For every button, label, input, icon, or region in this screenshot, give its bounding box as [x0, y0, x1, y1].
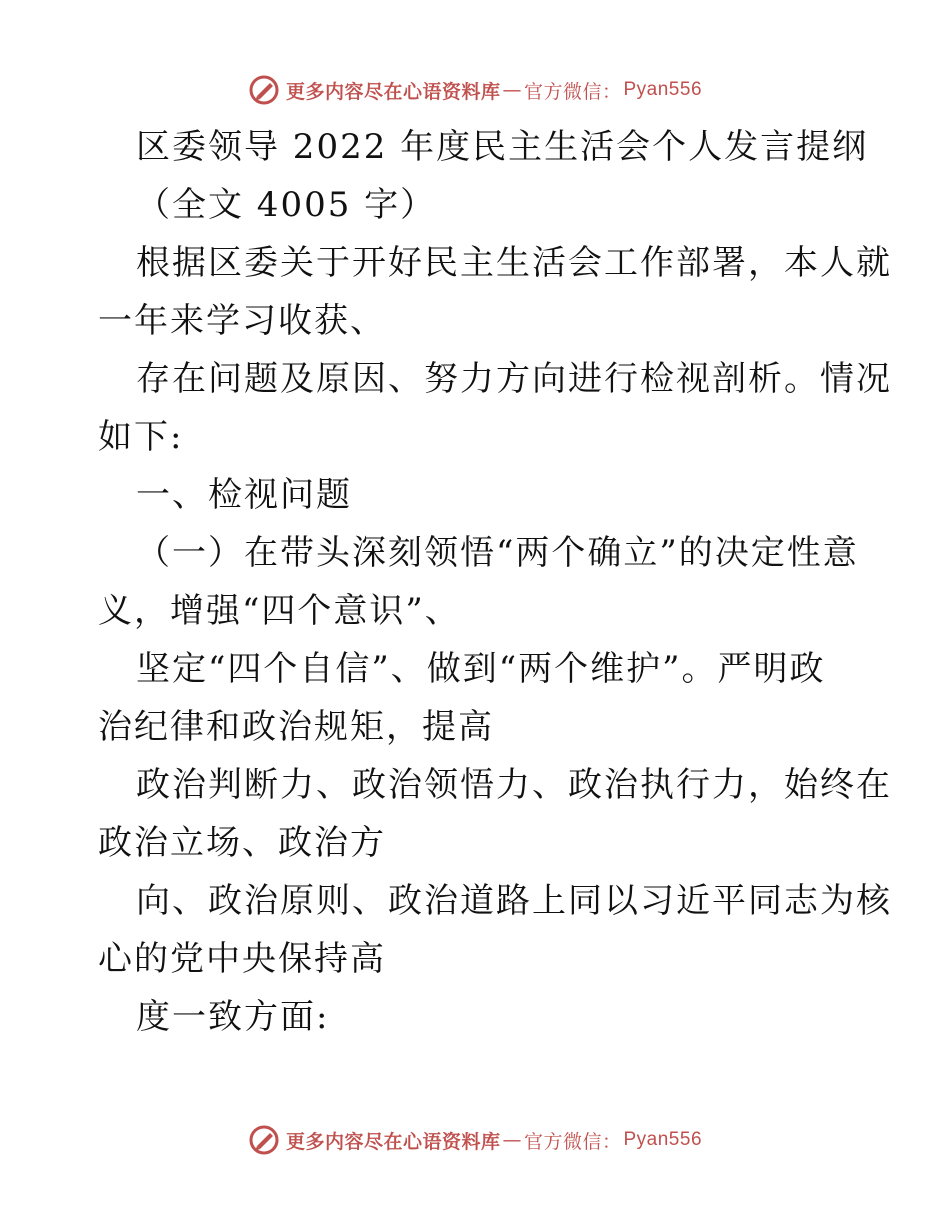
- pen-logo-icon: [248, 74, 280, 106]
- paragraph-line: 一年来学习收获、: [98, 301, 386, 341]
- footer-watermark: [0, 1120, 950, 1160]
- paragraph-line: 政治判断力、政治领悟力、政治执行力，始终在: [136, 765, 892, 805]
- section-heading: 一、检视问题: [136, 475, 352, 515]
- paragraph-line: 治纪律和政治规矩，提高: [98, 707, 494, 747]
- paragraph-line: 根据区委关于开好民主生活会工作部署，本人就: [136, 243, 892, 283]
- paragraph-line: 心的党中央保持高: [98, 939, 386, 979]
- watermark-text: 更多内容尽在心语资料库: [285, 80, 501, 103]
- header-watermark: [0, 70, 950, 110]
- watermark-separator: —: [502, 1129, 522, 1151]
- watermark-text: 更多内容尽在心语资料库: [285, 1130, 501, 1153]
- paragraph-line: 向、政治原则、政治道路上同以习近平同志为核: [136, 881, 892, 921]
- watermark-wechat-id: Pyan556: [623, 1129, 703, 1150]
- watermark-wechat-id: Pyan556: [623, 79, 703, 100]
- paragraph-line: 如下:: [98, 417, 184, 457]
- paragraph-line: 度一致方面:: [136, 997, 330, 1037]
- document-body: [98, 118, 892, 1046]
- word-count: （全文 4005 字）: [136, 185, 437, 225]
- watermark-official-label: 官方微信：: [523, 80, 622, 103]
- watermark-separator: —: [502, 79, 522, 101]
- paragraph-line: 坚定“四个自信”、做到“两个维护”。严明政: [136, 649, 826, 689]
- document-title: 区委领导 2022 年度民主生活会个人发言提纲: [136, 127, 869, 167]
- paragraph-line: 政治立场、政治方: [98, 823, 386, 863]
- pen-logo-icon: [248, 1124, 280, 1156]
- watermark-official-label: 官方微信：: [523, 1130, 622, 1153]
- paragraph-line: 义，增强“四个意识”、: [98, 591, 461, 631]
- paragraph-line: 存在问题及原因、努力方向进行检视剖析。情况: [136, 359, 892, 399]
- subsection-heading: （一）在带头深刻领悟“两个确立”的决定性意: [136, 533, 859, 573]
